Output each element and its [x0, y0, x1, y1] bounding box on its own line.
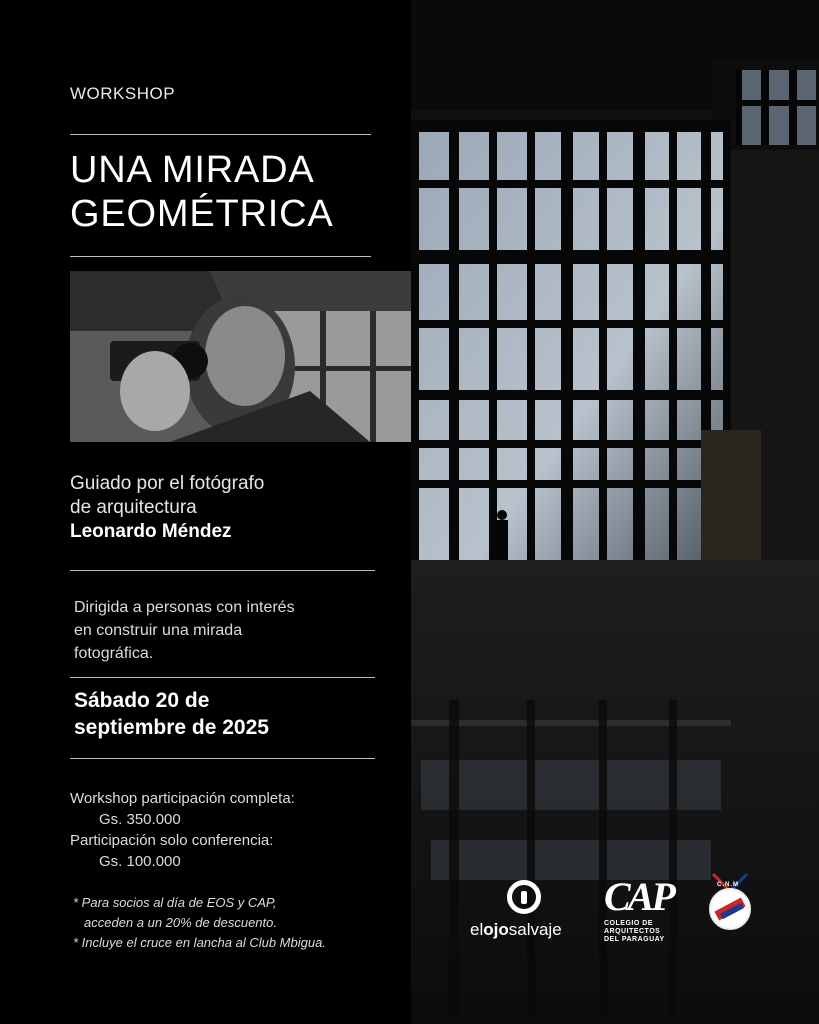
page-title: [70, 148, 390, 236]
eye-circle-icon: [507, 880, 541, 914]
ojo-wordmark-post: salvaje: [508, 920, 562, 939]
conference-price-value: Gs. 100.000: [99, 853, 181, 870]
el-ojo-salvaje-logo: [470, 880, 565, 942]
date-line-2: septiembre de 2025: [74, 716, 269, 739]
guide-line-1: Guiado por el fotógrafo: [70, 473, 265, 494]
price-list: [70, 788, 295, 872]
audience-description: [74, 596, 295, 665]
footnotes: [73, 893, 326, 953]
ojo-wordmark-bold: ojo: [483, 920, 509, 939]
club-emblem-icon: [703, 872, 755, 942]
audience-line-3: fotográfica.: [74, 645, 154, 662]
cap-sub-line-3: DEL PARAGUAY: [604, 936, 665, 943]
cap-sub-line-1: COLEGIO DE: [604, 920, 653, 927]
note-line-2: acceden a un 20% de descuento.: [84, 915, 277, 930]
guide-name: Leonardo Méndez: [70, 521, 232, 542]
divider: [70, 677, 375, 678]
ojo-wordmark-pre: el: [470, 920, 484, 939]
title-line-2: GEOMÉTRICA: [70, 193, 334, 235]
background-photo-windows: [411, 0, 819, 1024]
title-line-1: UNA MIRADA: [70, 149, 315, 191]
date-line-1: Sábado 20 de: [74, 689, 210, 712]
divider: [70, 134, 371, 135]
club-disc: [709, 888, 751, 930]
note-line-3: * Incluye el cruce en lancha al Club Mbigua.: [73, 935, 326, 950]
cap-mark: CAP: [604, 874, 673, 919]
audience-line-1: Dirigida a personas con interés: [74, 599, 295, 616]
conference-price-label: Participación solo conferencia:: [70, 832, 274, 849]
note-line-1: * Para socios al día de EOS y CAP,: [73, 895, 277, 910]
full-price-label: Workshop participación completa:: [70, 790, 295, 807]
divider: [70, 570, 375, 571]
divider: [70, 758, 375, 759]
guide-info: [70, 472, 264, 544]
photographer-portrait: [70, 271, 411, 442]
guide-line-2: de arquitectura: [70, 497, 197, 518]
kicker-label: WORKSHOP: [70, 84, 176, 103]
full-price-value: Gs. 350.000: [99, 811, 181, 828]
event-date: [74, 687, 269, 741]
divider: [70, 256, 371, 257]
cap-sub-line-2: ARQUITECTOS: [604, 928, 661, 935]
cap-subtitle: [604, 920, 676, 944]
cap-logo: [604, 874, 676, 947]
audience-line-2: en construir una mirada: [74, 622, 243, 639]
club-letters: C.N.M: [717, 882, 739, 888]
ojo-wordmark: [470, 920, 565, 940]
